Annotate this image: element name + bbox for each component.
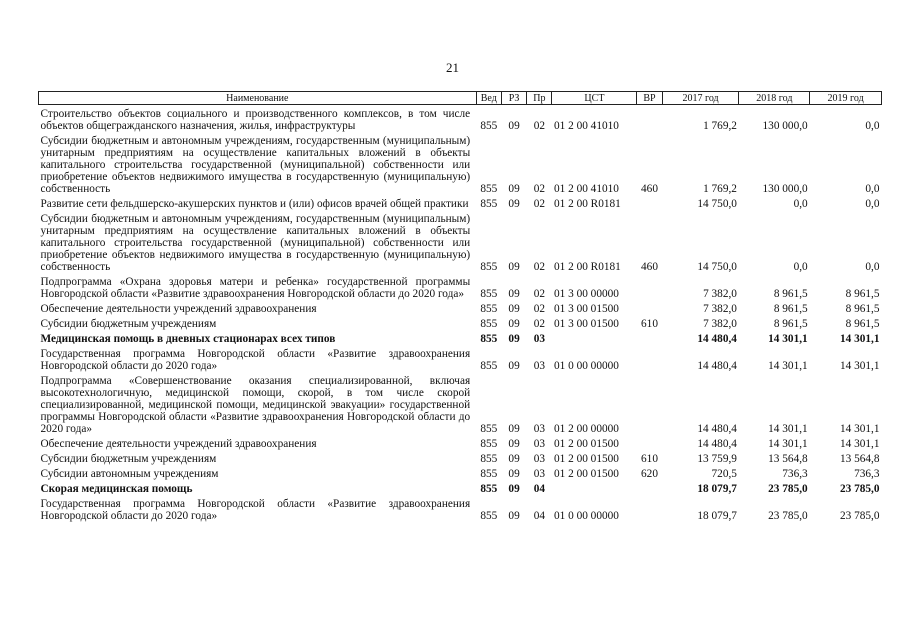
row-2019: 0,0 xyxy=(865,120,880,132)
row-2017: 14 480,4 xyxy=(697,333,737,345)
row-name: Обеспечение деятельности учреждений здравоохранения xyxy=(40,438,317,450)
row-name: Субсидии бюджетным учреждениям xyxy=(40,318,217,330)
row-cst xyxy=(552,480,637,495)
row-vr xyxy=(637,273,662,300)
row-cst: 01 2 00 41010 xyxy=(553,120,619,132)
row-pr: 02 xyxy=(533,183,545,195)
row-2018: 8 961,5 xyxy=(773,303,808,315)
row-2017: 1 769,2 xyxy=(703,183,737,195)
row-2019: 14 301,1 xyxy=(839,360,880,372)
row-2017: 14 480,4 xyxy=(697,438,737,450)
row-2019: 13 564,8 xyxy=(839,453,880,465)
row-2017: 14 750,0 xyxy=(697,198,737,210)
row-ved: 855 xyxy=(480,120,498,132)
table-row xyxy=(39,465,882,480)
row-cst xyxy=(552,330,637,345)
row-2018: 0,0 xyxy=(793,261,808,273)
row-pr: 02 xyxy=(533,288,545,300)
row-name: Государственная программа Новгородской области «Развитие здравоохранения Новгородской области до 2020 года» xyxy=(40,348,471,372)
row-2017: 7 382,0 xyxy=(703,288,737,300)
header-2018: 2018 год xyxy=(739,92,810,105)
row-2018: 13 564,8 xyxy=(768,453,808,465)
row-pr: 02 xyxy=(533,318,545,330)
row-vr xyxy=(637,330,662,345)
row-rz: 09 xyxy=(508,333,520,345)
row-2019: 8 961,5 xyxy=(845,318,880,330)
row-ved: 855 xyxy=(480,438,498,450)
row-vr xyxy=(637,345,662,372)
row-2017: 18 079,7 xyxy=(697,483,737,495)
table-row xyxy=(39,435,882,450)
row-2018: 8 961,5 xyxy=(773,318,808,330)
row-pr: 03 xyxy=(533,453,545,465)
table-row xyxy=(39,330,882,345)
table-row xyxy=(39,495,882,522)
row-cst: 01 3 00 01500 xyxy=(553,318,619,330)
row-rz: 09 xyxy=(508,183,520,195)
row-pr: 02 xyxy=(533,261,545,273)
row-pr: 03 xyxy=(533,438,545,450)
row-2018: 14 301,1 xyxy=(768,423,808,435)
budget-table xyxy=(38,91,882,522)
row-2017: 1 769,2 xyxy=(703,120,737,132)
row-cst: 01 2 00 01500 xyxy=(553,453,619,465)
row-rz: 09 xyxy=(508,510,520,522)
row-ved: 855 xyxy=(480,468,498,480)
row-name: Развитие сети фельдшерско-акушерских пунктов и (или) офисов врачей общей практики xyxy=(40,198,469,210)
row-2019: 736,3 xyxy=(854,468,880,480)
row-vr: 620 xyxy=(641,468,658,480)
row-2019: 14 301,1 xyxy=(839,438,880,450)
row-rz: 09 xyxy=(508,483,520,495)
header-2019: 2019 год xyxy=(810,92,882,105)
row-2017: 14 480,4 xyxy=(697,360,737,372)
row-pr: 04 xyxy=(533,483,545,495)
row-rz: 09 xyxy=(508,261,520,273)
table-row xyxy=(39,273,882,300)
row-rz: 09 xyxy=(508,423,520,435)
row-name: Скорая медицинская помощь xyxy=(40,483,193,495)
row-name: Субсидии автономным учреждениям xyxy=(40,468,219,480)
row-2018: 0,0 xyxy=(793,198,808,210)
row-2018: 130 000,0 xyxy=(762,183,808,195)
row-rz: 09 xyxy=(508,468,520,480)
row-2017: 18 079,7 xyxy=(697,510,737,522)
row-name: Субсидии бюджетным и автономным учреждениям, государственным (муниципальным) унитарным предприятиям на осуществление капитальных вложений в объекты капитального строительства государственной (муниципальной) собственности или приобретение объектов недвижимого имущества в государственную (муниципальную) собственность xyxy=(40,135,471,195)
table-row xyxy=(39,300,882,315)
row-ved: 855 xyxy=(480,261,498,273)
row-ved: 855 xyxy=(480,333,498,345)
row-vr: 460 xyxy=(641,261,658,273)
row-pr: 03 xyxy=(533,333,545,345)
row-vr xyxy=(637,300,662,315)
table-header-row xyxy=(39,92,882,105)
row-pr: 03 xyxy=(533,423,545,435)
row-2018: 14 301,1 xyxy=(768,333,808,345)
row-2018: 14 301,1 xyxy=(768,438,808,450)
page-number: 21 xyxy=(446,60,459,75)
row-2019: 14 301,1 xyxy=(839,333,880,345)
row-vr xyxy=(637,480,662,495)
row-vr: 460 xyxy=(641,183,658,195)
row-name: Медицинская помощь в дневных стационарах всех типов xyxy=(40,333,336,345)
header-vr: ВР xyxy=(637,92,662,105)
row-2019: 14 301,1 xyxy=(839,423,880,435)
row-ved: 855 xyxy=(480,360,498,372)
row-name: Подпрограмма «Совершенствование оказания специализированной, включая высокотехнологичную, медицинской помощи, скорой, в том числе скорой специализированной, медицинской помощи, медицинской эвакуации» государственной программы Новгородской области «Развитие здравоохранения Новгородской области до 2020 года» xyxy=(40,375,471,435)
row-rz: 09 xyxy=(508,318,520,330)
table-body xyxy=(39,105,882,523)
row-2017: 14 480,4 xyxy=(697,423,737,435)
row-pr: 03 xyxy=(533,468,545,480)
header-rz: РЗ xyxy=(501,92,526,105)
table-row xyxy=(39,195,882,210)
row-2018: 130 000,0 xyxy=(762,120,808,132)
row-vr xyxy=(637,105,662,133)
row-ved: 855 xyxy=(480,288,498,300)
row-2019: 0,0 xyxy=(865,183,880,195)
row-cst: 01 3 00 00000 xyxy=(553,288,619,300)
row-cst: 01 0 00 00000 xyxy=(553,360,619,372)
row-2017: 7 382,0 xyxy=(703,303,737,315)
row-pr: 03 xyxy=(533,360,545,372)
row-2019: 23 785,0 xyxy=(839,483,880,495)
row-rz: 09 xyxy=(508,288,520,300)
row-ved: 855 xyxy=(480,453,498,465)
row-2018: 23 785,0 xyxy=(768,510,808,522)
table-row xyxy=(39,210,882,273)
header-name: Наименование xyxy=(39,92,477,105)
row-ved: 855 xyxy=(480,198,498,210)
row-name: Строительство объектов социального и производственного комплексов, в том числе объектов общегражданского назначения, жилья, инфраструктуры xyxy=(40,108,471,132)
row-rz: 09 xyxy=(508,453,520,465)
row-2017: 7 382,0 xyxy=(703,318,737,330)
row-name: Субсидии бюджетным и автономным учреждениям, государственным (муниципальным) унитарным предприятиям на осуществление капитальных вложений в объекты капитального строительства государственной (муниципальной) собственности или приобретение объектов недвижимого имущества в государственную (муниципальную) собственность xyxy=(40,213,471,273)
row-2019: 8 961,5 xyxy=(845,288,880,300)
row-cst: 01 2 00 41010 xyxy=(553,183,619,195)
row-2019: 0,0 xyxy=(865,198,880,210)
row-ved: 855 xyxy=(480,510,498,522)
row-vr xyxy=(637,435,662,450)
row-vr xyxy=(637,195,662,210)
row-cst: 01 2 00 R0181 xyxy=(553,261,621,273)
header-pr: Пр xyxy=(527,92,552,105)
row-ved: 855 xyxy=(480,318,498,330)
row-ved: 855 xyxy=(480,483,498,495)
row-rz: 09 xyxy=(508,360,520,372)
row-2018: 23 785,0 xyxy=(768,483,808,495)
table-row xyxy=(39,450,882,465)
row-name: Субсидии бюджетным учреждениям xyxy=(40,453,217,465)
table-row xyxy=(39,132,882,195)
table-row xyxy=(39,105,882,133)
row-cst: 01 2 00 01500 xyxy=(553,468,619,480)
header-ved: Вед xyxy=(476,92,501,105)
row-2017: 720,5 xyxy=(711,468,737,480)
row-2018: 8 961,5 xyxy=(773,288,808,300)
row-2019: 23 785,0 xyxy=(839,510,880,522)
row-name: Государственная программа Новгородской области «Развитие здравоохранения Новгородской области до 2020 года» xyxy=(40,498,471,522)
table-row xyxy=(39,345,882,372)
row-rz: 09 xyxy=(508,303,520,315)
row-2017: 13 759,9 xyxy=(697,453,737,465)
row-rz: 09 xyxy=(508,198,520,210)
row-2018: 736,3 xyxy=(782,468,808,480)
row-rz: 09 xyxy=(508,120,520,132)
header-2017: 2017 год xyxy=(662,92,739,105)
row-cst: 01 2 00 R0181 xyxy=(553,198,621,210)
row-vr xyxy=(637,372,662,435)
row-2019: 8 961,5 xyxy=(845,303,880,315)
row-cst: 01 2 00 00000 xyxy=(553,423,619,435)
table-row xyxy=(39,372,882,435)
row-pr: 02 xyxy=(533,303,545,315)
row-cst: 01 0 00 00000 xyxy=(553,510,619,522)
row-vr xyxy=(637,495,662,522)
row-vr: 610 xyxy=(641,318,658,330)
row-rz: 09 xyxy=(508,438,520,450)
row-2019: 0,0 xyxy=(865,261,880,273)
row-ved: 855 xyxy=(480,303,498,315)
row-ved: 855 xyxy=(480,183,498,195)
row-2018: 14 301,1 xyxy=(768,360,808,372)
row-vr: 610 xyxy=(641,453,658,465)
row-2017: 14 750,0 xyxy=(697,261,737,273)
row-name: Подпрограмма «Охрана здоровья матери и ребенка» государственной программы Новгородской области «Развитие здравоохранения Новгородской области до 2020 года» xyxy=(40,276,471,300)
row-ved: 855 xyxy=(480,423,498,435)
row-cst: 01 2 00 01500 xyxy=(553,438,619,450)
table-row xyxy=(39,480,882,495)
header-cst: ЦСТ xyxy=(552,92,637,105)
row-pr: 02 xyxy=(533,120,545,132)
row-name: Обеспечение деятельности учреждений здравоохранения xyxy=(40,303,317,315)
row-cst: 01 3 00 01500 xyxy=(553,303,619,315)
table-row xyxy=(39,315,882,330)
row-pr: 04 xyxy=(533,510,545,522)
row-pr: 02 xyxy=(533,198,545,210)
